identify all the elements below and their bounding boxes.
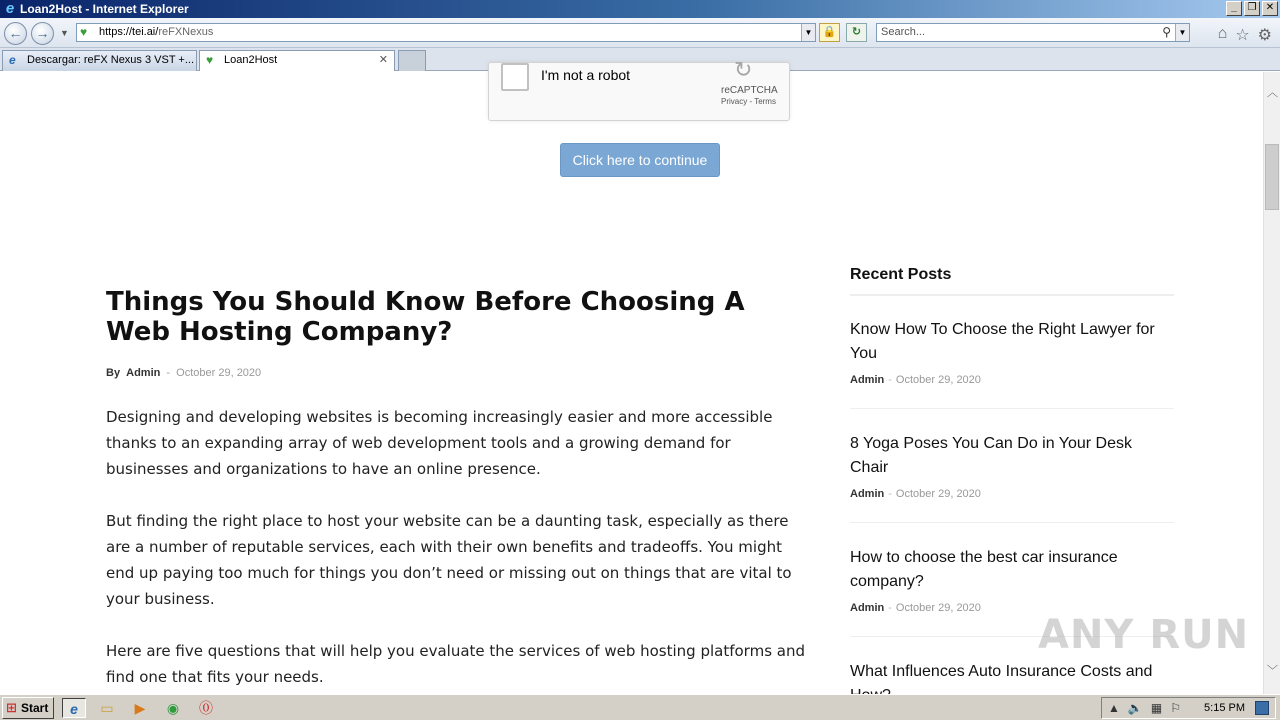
opera-taskbar-icon[interactable]: ⓪: [199, 700, 213, 716]
recent-post-title-link[interactable]: How to choose the best car insurance company?: [850, 549, 1118, 590]
recent-pages-dropdown-icon[interactable]: ▼: [60, 28, 69, 38]
show-desktop-button[interactable]: [1255, 701, 1269, 715]
search-dropdown-icon[interactable]: ▼: [1175, 24, 1189, 41]
system-tray: [1101, 697, 1276, 719]
recaptcha-label: I'm not a robot: [541, 67, 631, 83]
continue-button[interactable]: Click here to continue: [560, 143, 720, 177]
ie-logo-icon: e: [5, 0, 15, 17]
security-lock-icon[interactable]: 🔒: [819, 23, 840, 42]
minimize-button[interactable]: _: [1226, 1, 1242, 16]
show-hidden-icons-icon[interactable]: ▲: [1108, 701, 1120, 715]
forward-button[interactable]: →: [31, 22, 54, 45]
byline-date: October 29, 2020: [176, 367, 262, 379]
scroll-down-chevron-icon[interactable]: ﹀: [1267, 665, 1278, 677]
tab-label: Loan2Host: [224, 54, 278, 66]
recaptcha-logo-icon: ↻: [734, 57, 753, 82]
recaptcha-widget: [488, 57, 790, 121]
action-center-flag-icon[interactable]: ⚐: [1170, 701, 1181, 715]
scroll-thumb[interactable]: [1265, 144, 1279, 210]
volume-icon[interactable]: 🔈: [1127, 701, 1143, 715]
recent-post-title-link[interactable]: Know How To Choose the Right Lawyer for You: [850, 321, 1155, 362]
search-icon[interactable]: ⚲: [1162, 25, 1171, 39]
start-button[interactable]: [2, 697, 54, 719]
chrome-taskbar-icon[interactable]: ◉: [166, 700, 180, 716]
ie-taskbar-icon[interactable]: e: [62, 698, 86, 718]
byline-by: By: [106, 367, 121, 379]
article-paragraph: But finding the right place to host your website can be a daunting task, especially as there are a number of reputable services, each with their own benefits and tradeoffs. You might end up paying too much for things you don’t need or missing out on things that are vital to your business.: [106, 512, 792, 608]
recent-post-item: [850, 432, 1174, 523]
refresh-icon[interactable]: ↻: [846, 23, 867, 42]
recent-post-meta: Admin - October 29, 2020: [850, 602, 981, 614]
tab-label: Descargar: reFX Nexus 3 VST +...: [27, 54, 194, 66]
byline-author-link[interactable]: Admin: [126, 367, 161, 379]
page-scrollbar[interactable]: [1263, 72, 1280, 694]
site-tab-icon: ♥: [206, 53, 214, 67]
tab-descargar[interactable]: [2, 50, 197, 71]
settings-gear-icon[interactable]: ⚙: [1257, 27, 1272, 44]
scroll-up-chevron-icon[interactable]: ︿: [1267, 87, 1278, 99]
window-title: Loan2Host - Internet Explorer: [20, 2, 189, 16]
recent-post-date: October 29, 2020: [895, 374, 981, 386]
window-titlebar: [0, 0, 1280, 18]
new-tab-button[interactable]: [398, 50, 426, 71]
taskbar-clock[interactable]: 5:15 PM: [1204, 702, 1245, 714]
recent-post-date: October 29, 2020: [895, 602, 981, 614]
site-favicon-icon: ♥: [80, 25, 88, 39]
folder-taskbar-icon[interactable]: ▭: [100, 700, 114, 716]
sidebar-divider: [850, 294, 1174, 296]
recent-post-title-link[interactable]: What Influences Auto Insurance Costs and: [850, 663, 1153, 680]
windows-taskbar: [0, 694, 1280, 720]
search-input[interactable]: Search... ⚲ ▼: [876, 23, 1190, 42]
close-window-button[interactable]: ✕: [1262, 1, 1278, 16]
network-icon[interactable]: ▦: [1150, 701, 1163, 715]
article-paragraph: Designing and developing websites is becoming increasingly easier and more accessible thanks to an expanding array of web development tools and a growing demand for businesses and organizations to have an online presence.: [106, 408, 773, 478]
recent-post-author[interactable]: Admin: [850, 488, 885, 500]
recent-post-title-link[interactable]: 8 Yoga Poses You Can Do in Your Desk Chair: [850, 435, 1132, 476]
recent-post-meta: Admin - October 29, 2020: [850, 488, 981, 500]
anyrun-watermark: ANY RUN: [1038, 612, 1250, 658]
article-byline: [106, 367, 261, 379]
article-paragraph: Here are five questions that will help you evaluate the services of web hosting platforms and find one that fits your needs.: [106, 642, 806, 686]
recent-post-author[interactable]: Admin: [850, 374, 885, 386]
tray-icons: [1108, 698, 1181, 718]
byline-separator: -: [166, 367, 171, 379]
tab-loan2host[interactable]: [199, 50, 395, 71]
recaptcha-checkbox[interactable]: [501, 63, 529, 91]
article-title: Things You Should Know Before Choosing A Web Hosting Company?: [106, 287, 745, 347]
navigation-bar: [0, 18, 1280, 48]
recent-post-author[interactable]: Admin: [850, 602, 885, 614]
address-dropdown-icon[interactable]: ▼: [801, 24, 815, 41]
recent-post-item: [850, 318, 1174, 409]
ie-tab-icon: e: [9, 53, 16, 67]
recaptcha-terms-link[interactable]: Privacy - Terms: [721, 97, 776, 106]
window-controls: [1226, 1, 1278, 16]
start-label: Start: [21, 701, 49, 715]
home-icon[interactable]: ⌂: [1217, 25, 1228, 42]
back-button[interactable]: ←: [4, 22, 27, 45]
post-divider: [850, 522, 1174, 523]
media-player-taskbar-icon[interactable]: ▶: [134, 700, 146, 716]
recent-post-meta: Admin - October 29, 2020: [850, 374, 981, 386]
quick-launch: [62, 698, 218, 718]
address-bar[interactable]: [76, 23, 816, 42]
recaptcha-brand: reCAPTCHA: [721, 85, 778, 96]
windows-flag-icon: ⊞: [6, 700, 17, 715]
restore-button[interactable]: ❐: [1244, 1, 1260, 16]
address-url[interactable]: https://tei.ai/reFXNexus: [99, 26, 214, 38]
toolbar-icons: [1218, 25, 1272, 45]
recent-post-date: October 29, 2020: [895, 488, 981, 500]
recent-posts-heading: Recent Posts: [850, 266, 952, 283]
post-divider: [850, 408, 1174, 409]
close-tab-icon[interactable]: ✕: [378, 54, 388, 66]
favorites-star-icon[interactable]: ☆: [1235, 27, 1250, 44]
